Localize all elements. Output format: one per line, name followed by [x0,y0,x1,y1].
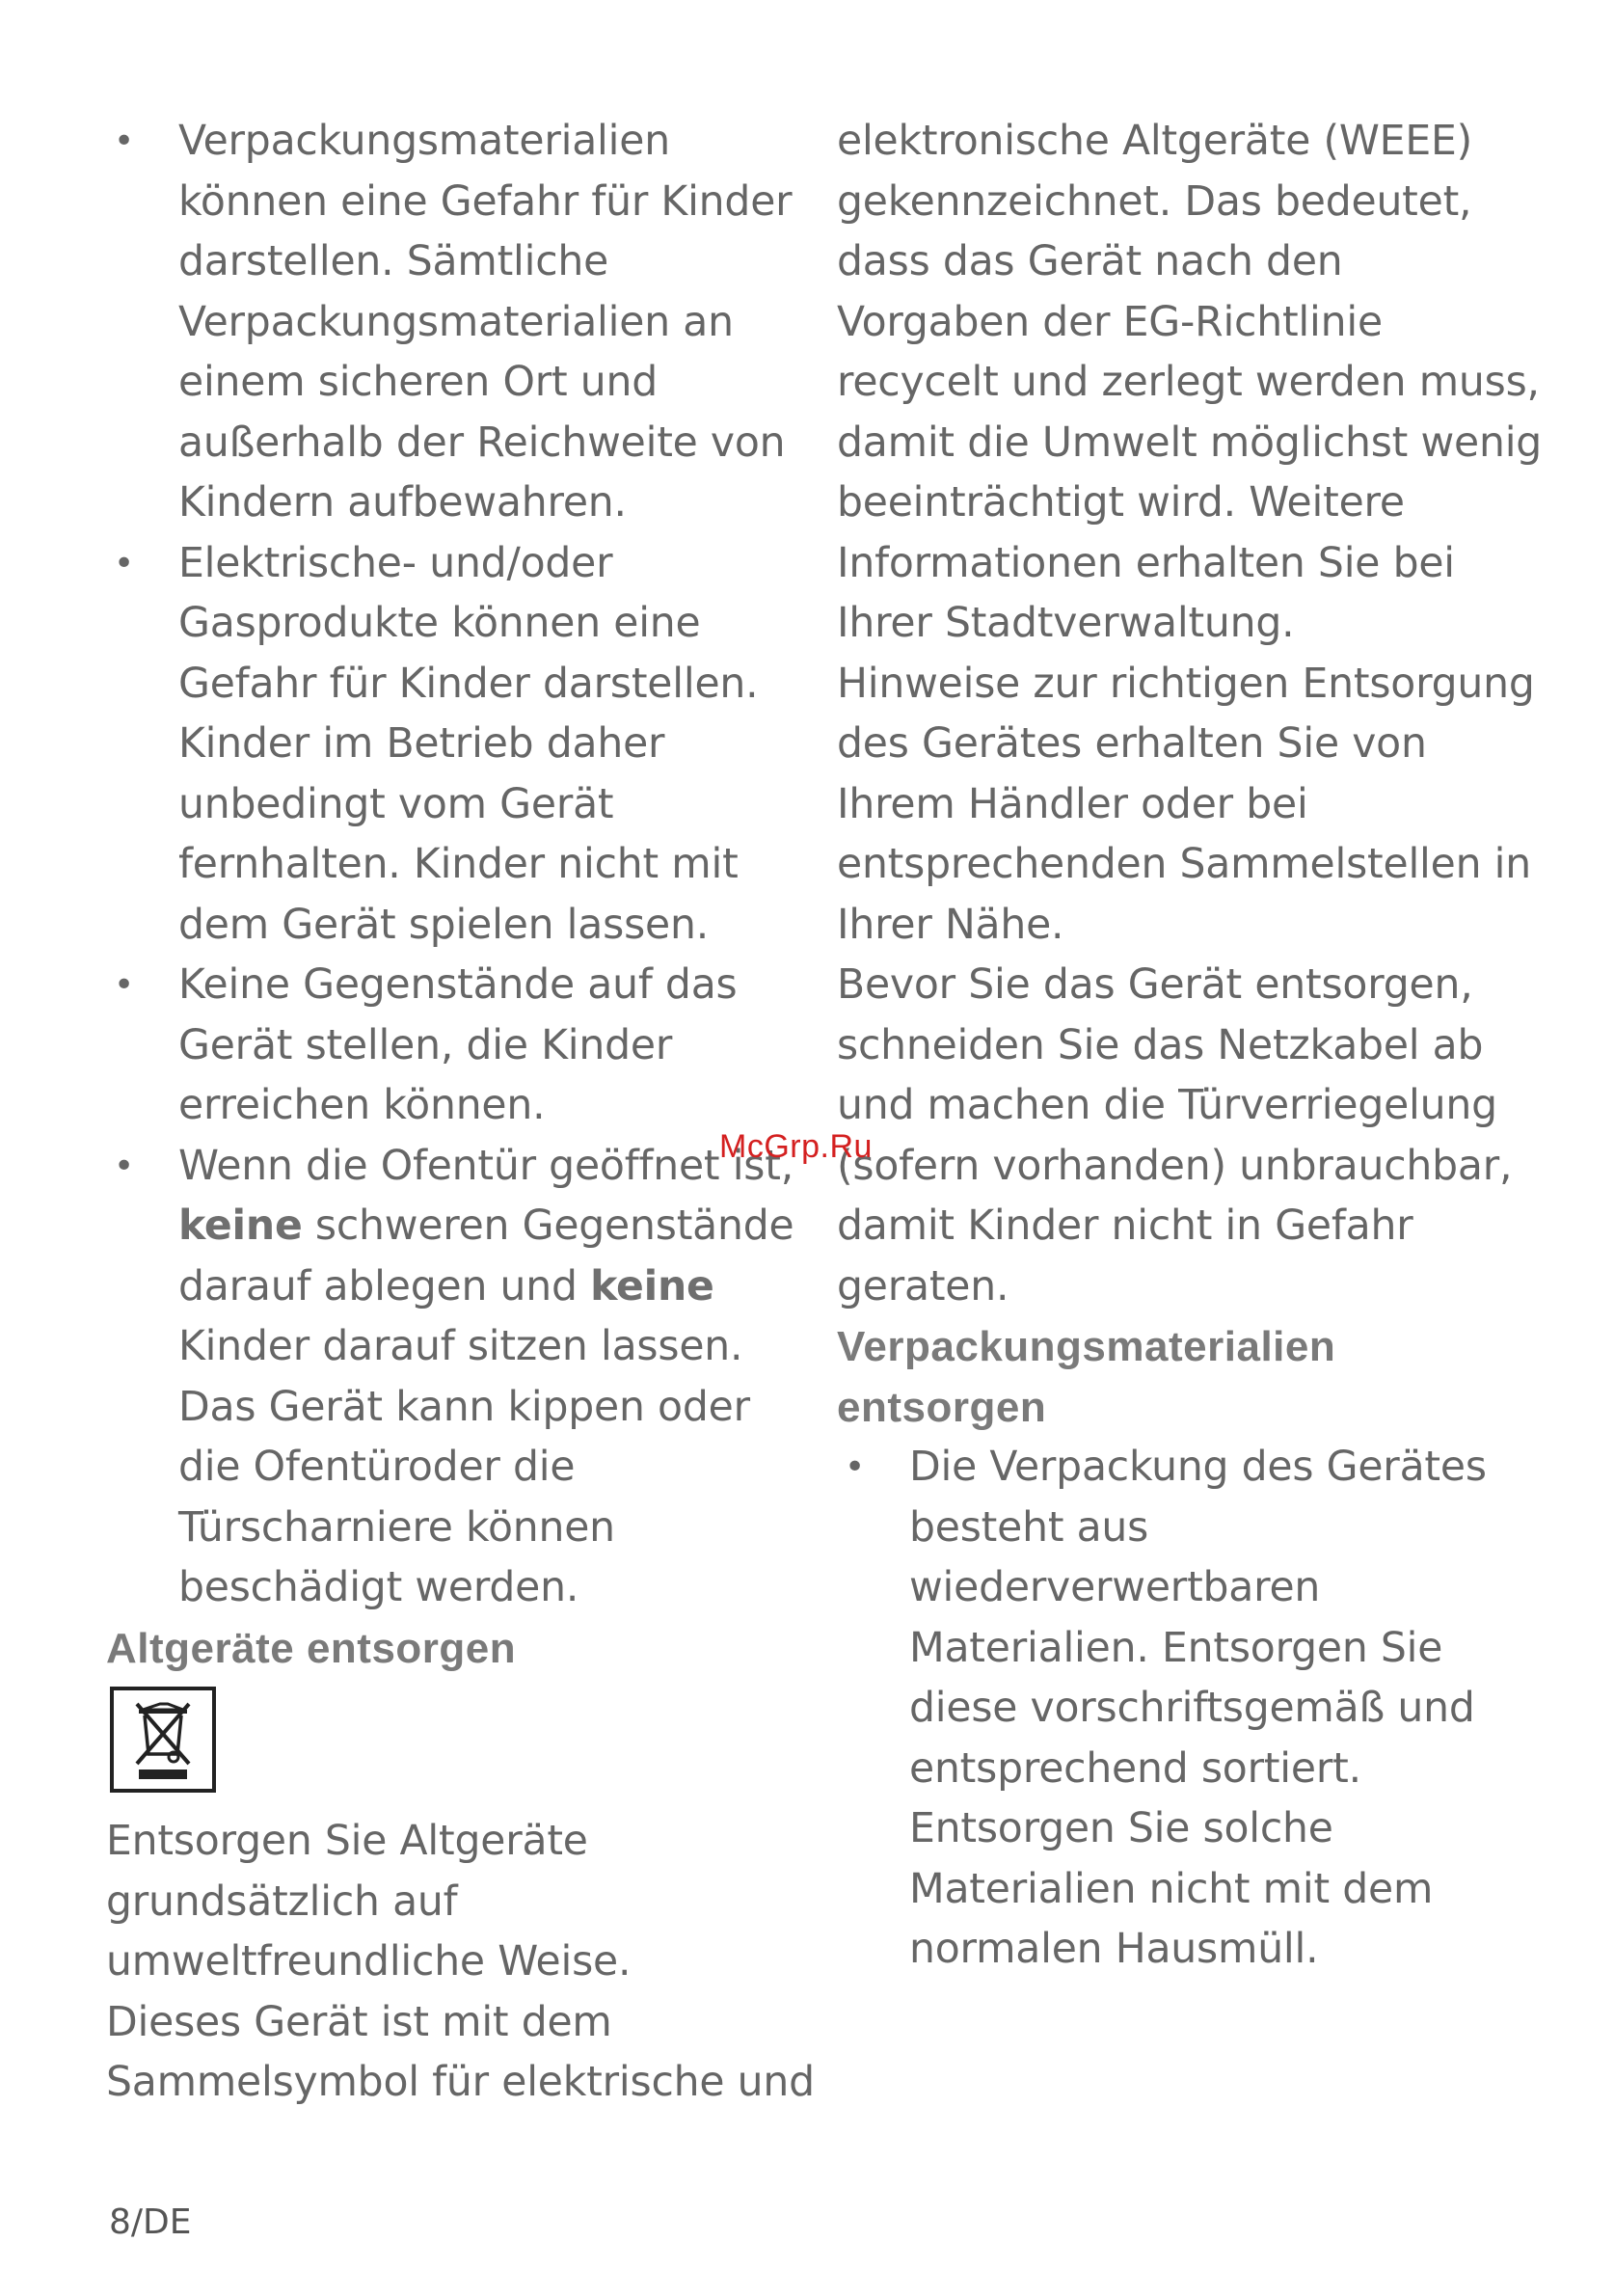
text-line: können eine Gefahr für Kinder [178,177,793,226]
packaging-heading-cont: entsorgen [837,1383,1047,1431]
text-line: umweltfreundliche Weise. [106,1938,632,1985]
text-line: dass das Gerät nach den [837,238,1343,285]
left-column [106,112,815,2114]
text-line: außerhalb der Reichweite von [178,419,786,467]
text-line: Dieses Gerät ist mit dem [106,1998,612,2046]
text-line: • Keine Gegenstände auf das [178,961,738,1009]
text-line: geraten. [837,1262,1009,1310]
text-line: und machen die Türverriegelung [837,1082,1497,1129]
text-line: • Verpackungsmaterialien [178,118,670,165]
text-line: die Ofentüroder die [178,1444,576,1491]
watermark: McGrp.Ru [719,1128,873,1165]
text-line: • Elektrische- und/oder [178,539,613,587]
text-fragment: schweren Gegenstände [302,1202,794,1250]
text-line: gekennzeichnet. Das bedeutet, [837,177,1472,226]
text-line: elektronische Altgeräte (WEEE) [837,118,1473,165]
text-line: dem Gerät spielen lassen. [178,901,710,949]
text-line: Entsorgen Sie solche [909,1805,1333,1852]
text-fragment: darauf ablegen und [178,1262,591,1310]
right-column [837,112,1543,1981]
disposal-heading: Altgeräte entsorgen [106,1624,517,1672]
text-line: Entsorgen Sie Altgeräte [106,1818,588,1865]
packaging-bullet-list [837,1438,1531,1981]
text-line: Kindern aufbewahren. [178,479,627,527]
text-line: Ihrer Stadtverwaltung. [837,600,1295,647]
text-line: wiederverwertbaren [909,1564,1321,1611]
text-line: Informationen erhalten Sie bei [837,539,1455,587]
disposal-paragraph [106,1812,815,2114]
safety-bullet-list [106,112,800,1619]
emphasis-keine: keine [178,1202,303,1250]
bullet-packaging-recycling [837,1438,1531,1981]
bullet-oven-door-open [106,1137,800,1619]
text-line: unbedingt vom Gerät [178,780,614,828]
text-line: Hinweise zur richtigen Entsorgung [837,660,1535,708]
text-line: damit die Umwelt möglichst wenig [837,419,1543,467]
text-line: Gefahr für Kinder darstellen. [178,660,759,708]
text-line: Gerät stellen, die Kinder [178,1021,673,1069]
bullet-packaging-danger [106,112,800,534]
text-line: Bevor Sie das Gerät entsorgen, [837,961,1473,1009]
text-line: schneiden Sie das Netzkabel ab [837,1021,1484,1069]
text-line: Gasprodukte können eine [178,600,701,647]
crossed-out-wheelie-bin-icon [110,1687,216,1793]
text-line: Türscharniere können [178,1503,615,1552]
text-line: entsprechend sortiert. [909,1744,1361,1793]
text-line: Vorgaben der EG-Richtlinie [837,298,1383,346]
text-line: diese vorschriftsgemäß und [909,1685,1475,1732]
weee-paragraph [837,112,1543,1317]
text-line: Ihrer Nähe. [837,901,1064,949]
emphasis-keine: keine [590,1262,714,1310]
text-line: • Wenn die Ofentür geöffnet ist, [178,1142,794,1190]
text-line: fernhalten. Kinder nicht mit [178,841,739,888]
text-line: Kinder im Betrieb daher [178,720,665,768]
text-line: beschädigt werden. [178,1564,579,1611]
bullet-electric-gas-danger [106,534,800,957]
text-line: des Gerätes erhalten Sie von [837,720,1427,768]
text-line: beeinträchtigt wird. Weitere [837,479,1405,527]
text-line: entsprechenden Sammelstellen in [837,841,1531,888]
text-line: Materialien nicht mit dem [909,1865,1434,1913]
text-line: Das Gerät kann kippen oder [178,1383,750,1431]
text-line: damit Kinder nicht in Gefahr [837,1202,1413,1250]
text-line: darstellen. Sämtliche [178,238,609,285]
text-line: erreichen können. [178,1082,546,1129]
text-line: Ihrem Händler oder bei [837,780,1308,828]
text-line [178,1197,800,1257]
text-line: (sofern vorhanden) unbrauchbar, [837,1142,1513,1190]
text-line: Kinder darauf sitzen lassen. [178,1323,743,1370]
bullet-no-objects-on-appliance [106,956,800,1137]
text-line [178,1257,800,1318]
text-line: einem sicheren Ort und [178,359,659,406]
packaging-heading: Verpackungsmaterialien [837,1323,1336,1370]
text-line: Verpackungsmaterialien an [178,298,734,346]
text-line: grundsätzlich auf [106,1877,458,1926]
text-line: Materialien. Entsorgen Sie [909,1624,1443,1672]
text-line: • Die Verpackung des Gerätes [909,1444,1487,1491]
text-line: Sammelsymbol für elektrische und [106,2059,815,2106]
page-number: 8/DE [109,2202,192,2242]
text-line: normalen Hausmüll. [909,1926,1319,1973]
text-line: recycelt und zerlegt werden muss, [837,359,1540,406]
text-line: besteht aus [909,1503,1149,1552]
